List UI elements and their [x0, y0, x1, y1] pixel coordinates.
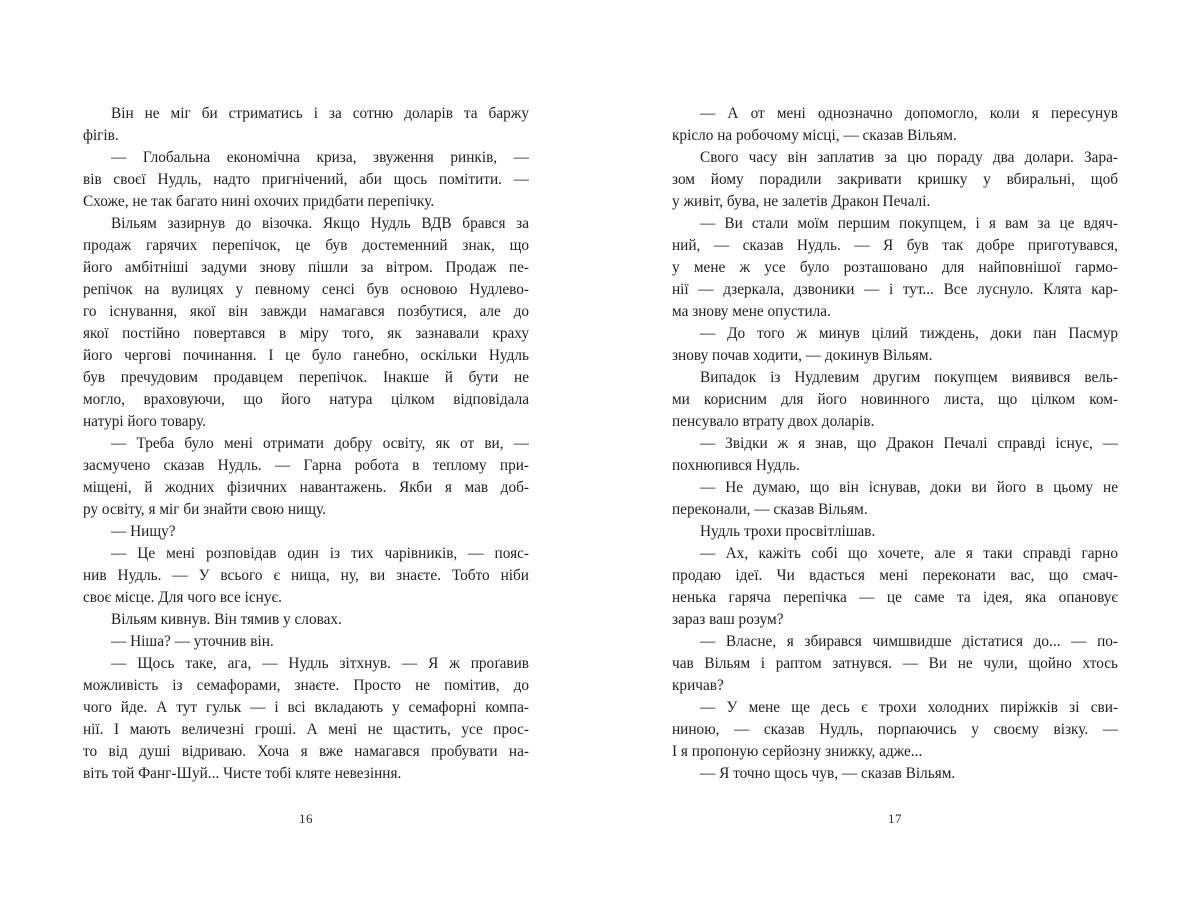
text-line: Свого часу він заплатив за цю пораду два долари. Зара-	[700, 149, 1118, 166]
text-line: натурі його товару.	[83, 413, 206, 430]
text-line: — Це мені розповідав один із тих чарівників, — пояс-	[111, 545, 529, 562]
text-line: кричав?	[672, 677, 724, 694]
text-line: крісло на робочому місці, — сказав Вільям.	[672, 127, 957, 144]
paragraph	[83, 609, 529, 631]
text-line: своє місце. Для чого все існує.	[83, 589, 282, 606]
text-line: зом йому порадили закривати кришку у вбиральні, щоб	[672, 171, 1118, 188]
paragraph	[83, 103, 529, 147]
text-line: знову почав ходити, — докинув Вільям.	[672, 347, 933, 364]
page-left-text	[83, 103, 529, 785]
text-line: — Звідки ж я знав, що Дракон Печалі справді існує, —	[700, 435, 1118, 452]
paragraph	[672, 763, 1118, 785]
text-line: — Глобальна економічна криза, звуження ринків, —	[111, 149, 529, 166]
text-line: його амбітніші задуми знову пішли за вітром. Продаж пе-	[83, 259, 529, 276]
text-line: — Щось таке, ага, — Нудль зітхнув. — Я ж проґавив	[111, 655, 529, 672]
text-line: похнюпився Нудль.	[672, 457, 800, 474]
text-line: — Треба було мені отримати добру освіту, як от ви, —	[111, 435, 529, 452]
paragraph	[83, 433, 529, 521]
text-line: Вільям зазирнув до візочка. Якщо Нудль ВДВ брався за	[111, 215, 529, 232]
text-line: ненька гаряча перепічка — це саме та ідея, яка опановує	[672, 589, 1118, 606]
text-line: у мене ж усе було розташовано для найповнішої гармо-	[672, 259, 1118, 276]
text-line: ру освіту, я міг би знайти свою нищу.	[83, 501, 326, 518]
text-line: якої постійно повертався в міру того, як зазнавали краху	[83, 325, 529, 342]
text-line: віть той Фанг-Шуй... Чисте тобі кляте невезіння.	[83, 765, 402, 782]
text-line: Вільям кивнув. Він тямив у словах.	[111, 611, 342, 628]
paragraph	[672, 477, 1118, 521]
paragraph	[672, 323, 1118, 367]
paragraph	[672, 147, 1118, 213]
text-line: вів своєї Нудль, надто пригнічений, аби щось помітити. —	[83, 171, 529, 188]
text-line: І я пропоную серйозну знижку, адже...	[672, 743, 923, 760]
paragraph	[672, 103, 1118, 147]
text-line: нії. І мають величезні гроші. А мені не щастить, усе прос-	[83, 721, 529, 738]
paragraph	[83, 543, 529, 609]
text-line: — Ах, кажіть собі що хочете, але я таки справді гарно	[700, 545, 1118, 562]
text-line: був пречудовим продавцем перепічок. Інакше й бути не	[83, 369, 529, 386]
paragraph	[672, 543, 1118, 631]
text-line: нії — дзеркала, дзвоники — і тут... Все луснуло. Клята кар-	[672, 281, 1118, 298]
paragraph	[83, 653, 529, 785]
text-line: — Ніша? — уточнив він.	[111, 633, 274, 650]
text-line: нив Нудль. — У всього є нища, ну, ви знаєте. Тобто ніби	[83, 567, 529, 584]
text-line: — До того ж минув цілий тиждень, доки пан Пасмур	[700, 325, 1118, 342]
text-line: засмучено сказав Нудль. — Гарна робота в теплому при-	[83, 457, 529, 474]
paragraph	[83, 147, 529, 213]
text-line: — Нищу?	[111, 523, 176, 540]
text-line: — А от мені однозначно допомогло, коли я пересунув	[700, 105, 1118, 122]
page-right	[672, 0, 1118, 922]
text-line: Нудль трохи просвітлішав.	[700, 523, 876, 540]
text-line: переконали, — сказав Вільям.	[672, 501, 868, 518]
paragraph	[672, 521, 1118, 543]
text-line: продаю ідеї. Чи вдасться мені переконати вас, що смач-	[672, 567, 1118, 584]
text-line: ми корисним для його новинного листа, що цілком ком-	[672, 391, 1118, 408]
text-line: пенсувало втрату двох доларів.	[672, 413, 875, 430]
text-line: — Не думаю, що він існував, доки ви його в цьому не	[700, 479, 1118, 496]
paragraph	[83, 213, 529, 433]
text-line: у живіт, бува, не залетів Дракон Печалі.	[672, 193, 931, 210]
text-line: продаж гарячих перепічок, це був достеменний знак, що	[83, 237, 529, 254]
text-line: — Ви стали моїм першим покупцем, і я вам за це вдяч-	[700, 215, 1118, 232]
text-line: його чергові починання. І це було ганебно, оскільки Нудль	[83, 347, 529, 364]
text-line: Схоже, не так багато нині охочих придбати перепічку.	[83, 193, 435, 210]
text-line: можливість із семафорами, знаєте. Просто не помітив, до	[83, 677, 529, 694]
text-line: могло, враховуючи, що його натура цілком відповідала	[83, 391, 529, 408]
text-line: зараз ваш розум?	[672, 611, 784, 628]
text-line: ма знову мене опустила.	[672, 303, 831, 320]
text-line: міщені, й жодних фізичних навантажень. Якби я мав доб-	[83, 479, 529, 496]
page-right-text	[672, 103, 1118, 785]
text-line: Він не міг би стриматись і за сотню доларів та баржу	[111, 105, 529, 122]
page-left	[83, 0, 529, 922]
paragraph	[672, 631, 1118, 697]
text-line: фігів.	[83, 127, 119, 144]
text-line: чав Вільям і раптом затнувся. — Ви не чули, щойно хтось	[672, 655, 1118, 672]
paragraph	[672, 367, 1118, 433]
text-line: — У мене ще десь є трохи холодних пиріжків зі сви-	[700, 699, 1118, 716]
paragraph	[672, 433, 1118, 477]
paragraph	[83, 521, 529, 543]
page-number-left: 16	[299, 811, 313, 826]
paragraph	[672, 213, 1118, 323]
paragraph	[83, 631, 529, 653]
text-line: репічок на вулицях у певному сенсі був основою Нудлево-	[83, 281, 529, 298]
text-line: го існування, якої він завжди намагався позбутися, але до	[83, 303, 529, 320]
text-line: — Власне, я збирався чимшвидше дістатися до... — по-	[700, 633, 1118, 650]
text-line: чого йде. А тут гульк — і всі вкладають у семафорні компа-	[83, 699, 529, 716]
text-line: Випадок із Нудлевим другим покупцем виявився вель-	[700, 369, 1118, 386]
text-line: ниною, — сказав Нудль, порпаючись у своєму візку. —	[672, 721, 1118, 738]
page-number-right: 17	[888, 811, 902, 826]
text-line: — Я точно щось чув, — сказав Вільям.	[700, 765, 956, 782]
paragraph	[672, 697, 1118, 763]
text-line: то від душі відриваю. Хоча я вже намагався пробувати на-	[83, 743, 529, 760]
text-line: ний, — сказав Нудль. — Я був так добре приготувався,	[672, 237, 1118, 254]
